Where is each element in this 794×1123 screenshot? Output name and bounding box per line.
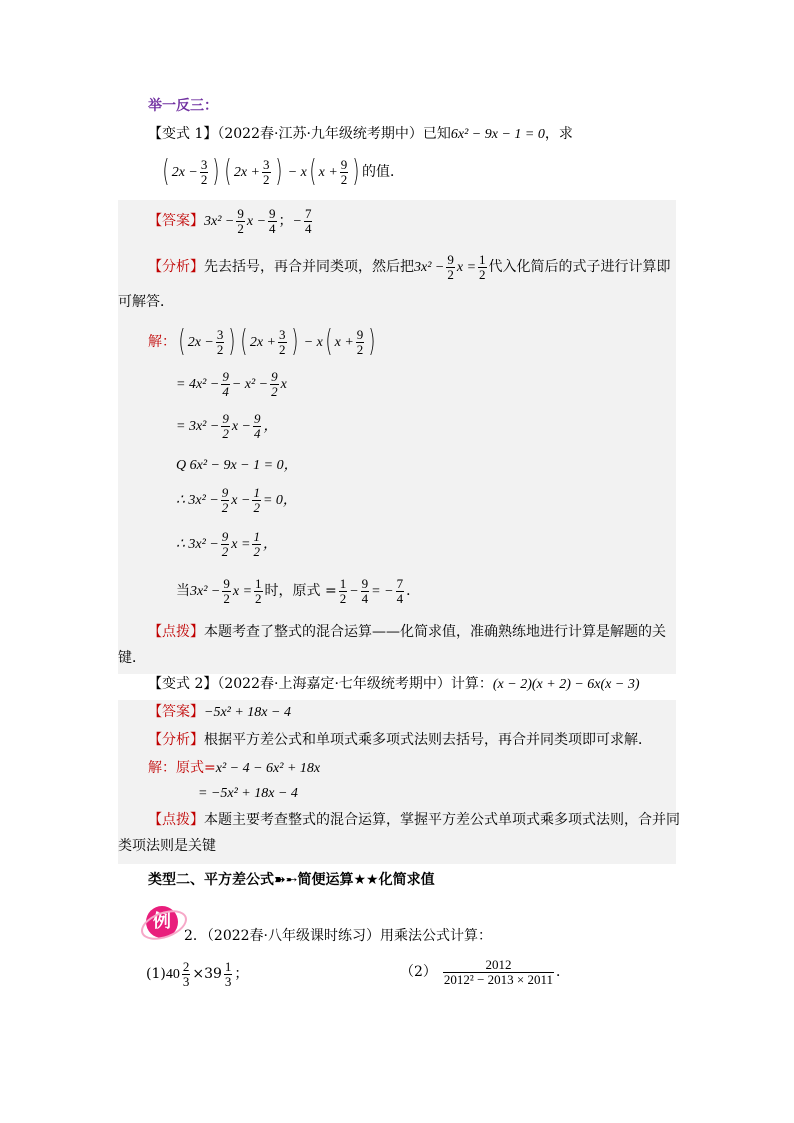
solution-step-1: = 4x² − $\frac{9}{4}$ − x² − $\frac{9}{2}$ x	[176, 369, 287, 400]
variant1-analysis: 【分析】先去括号，再合并同类项，然后把3x² − $\frac{9}{2}$ x = $\frac{1}{2}$ 代入化简后的式子进行计算即	[148, 251, 671, 282]
solution-step-6: 当3x² − $\frac{9}{2}$ x = $\frac{1}{2}$ 时，原式 = $\frac{1}{2}$ − $\frac{9}{4}$ = − $\frac{7}{4}$ ．	[176, 575, 421, 606]
variant1-answer: 【答案】3x² − $\frac{9}{2}$ x − $\frac{9}{4}$ ；− $\frac{7}{4}$	[148, 205, 312, 236]
variant1-expr-tail: 的值．	[362, 164, 404, 180]
section-heading: 举一反三：	[148, 98, 218, 114]
type2-heading: 类型二、平方差公式➽➸简便运算★★化简求值	[148, 872, 435, 888]
variant1-ask: ，求	[544, 126, 573, 142]
solution-step-5: ∴ 3x² − $\frac{9}{2}$ x = $\frac{1}{2}$ ，	[176, 529, 277, 560]
solution-step-3: Q 6x² − 9x − 1 = 0，	[176, 458, 298, 473]
variant2-comment-cont: 类项法则是关键	[118, 838, 216, 854]
variant1-statement	[148, 124, 573, 145]
example-part-1: (1)40 $\frac{2}{3}$ ×39 $\frac{1}{3}$ ；	[146, 958, 249, 989]
analysis-tag: 【分析】	[148, 259, 204, 275]
variant1-comment: 【点拨】本题考查了整式的混合运算——化简求值，准确熟练地进行计算是解题的关	[148, 624, 666, 640]
variant2-statement: 【变式 2】（2022春·上海嘉定·七年级统考期中）计算：(x − 2)(x + 2) − 6x(x − 3)	[148, 676, 640, 692]
solution-step-2: = 3x² − $\frac{9}{2}$ x − $\frac{9}{4}$ ，	[176, 411, 278, 442]
comment-tag: 【点拨】	[148, 624, 204, 640]
answer-tag: 【答案】	[148, 213, 204, 229]
solution-step-4: ∴ 3x² − $\frac{9}{2}$ x − $\frac{1}{2}$ = 0，	[176, 485, 297, 516]
variant2-comment: 【点拨】本题主要考查整式的混合运算，掌握平方差公式单项式乘多项式法则，合并同	[148, 812, 680, 828]
variant1-comment-cont: 键．	[118, 650, 146, 666]
example-part-2: （2） $\frac{2012}{\text{2012² − 2013 × 2011}}$ ．	[400, 956, 570, 987]
variant2-step-2: = −5x² + 18x − 4	[198, 786, 298, 801]
variant1-analysis-cont: 可解答．	[118, 294, 174, 310]
example-badge: 例	[146, 906, 178, 938]
variant1-given: 6x² − 9x − 1 = 0	[450, 127, 545, 142]
variant1-source: （2022春·江苏·九年级统考期中）已知	[217, 126, 451, 142]
variant1-solve-line: 解：( 2x − $\frac{3}{2}$ ) ( 2x + $\frac{3}{2}$ ) − x( x + $\frac{9}{2}$ )	[148, 324, 376, 359]
variant1-expression: ( 2x − $\frac{3}{2}$ ) ( 2x + $\frac{3}{2}$ ) − x( x + $\frac{9}{2}$ ) 的值．	[162, 154, 404, 189]
variant2-answer: 【答案】−5x² + 18x − 4	[148, 704, 291, 720]
example-problem: 2．（2022春·八年级课时练习）用乘法公式计算：	[184, 928, 492, 944]
variant2-solve: 解：原式=x² − 4 − 6x² + 18x	[148, 760, 321, 776]
variant1-tag: 【变式 1】	[148, 126, 218, 142]
variant2-analysis: 【分析】根据平方差公式和单项式乘多项式法则去括号，再合并同类项即可求解．	[148, 732, 652, 748]
